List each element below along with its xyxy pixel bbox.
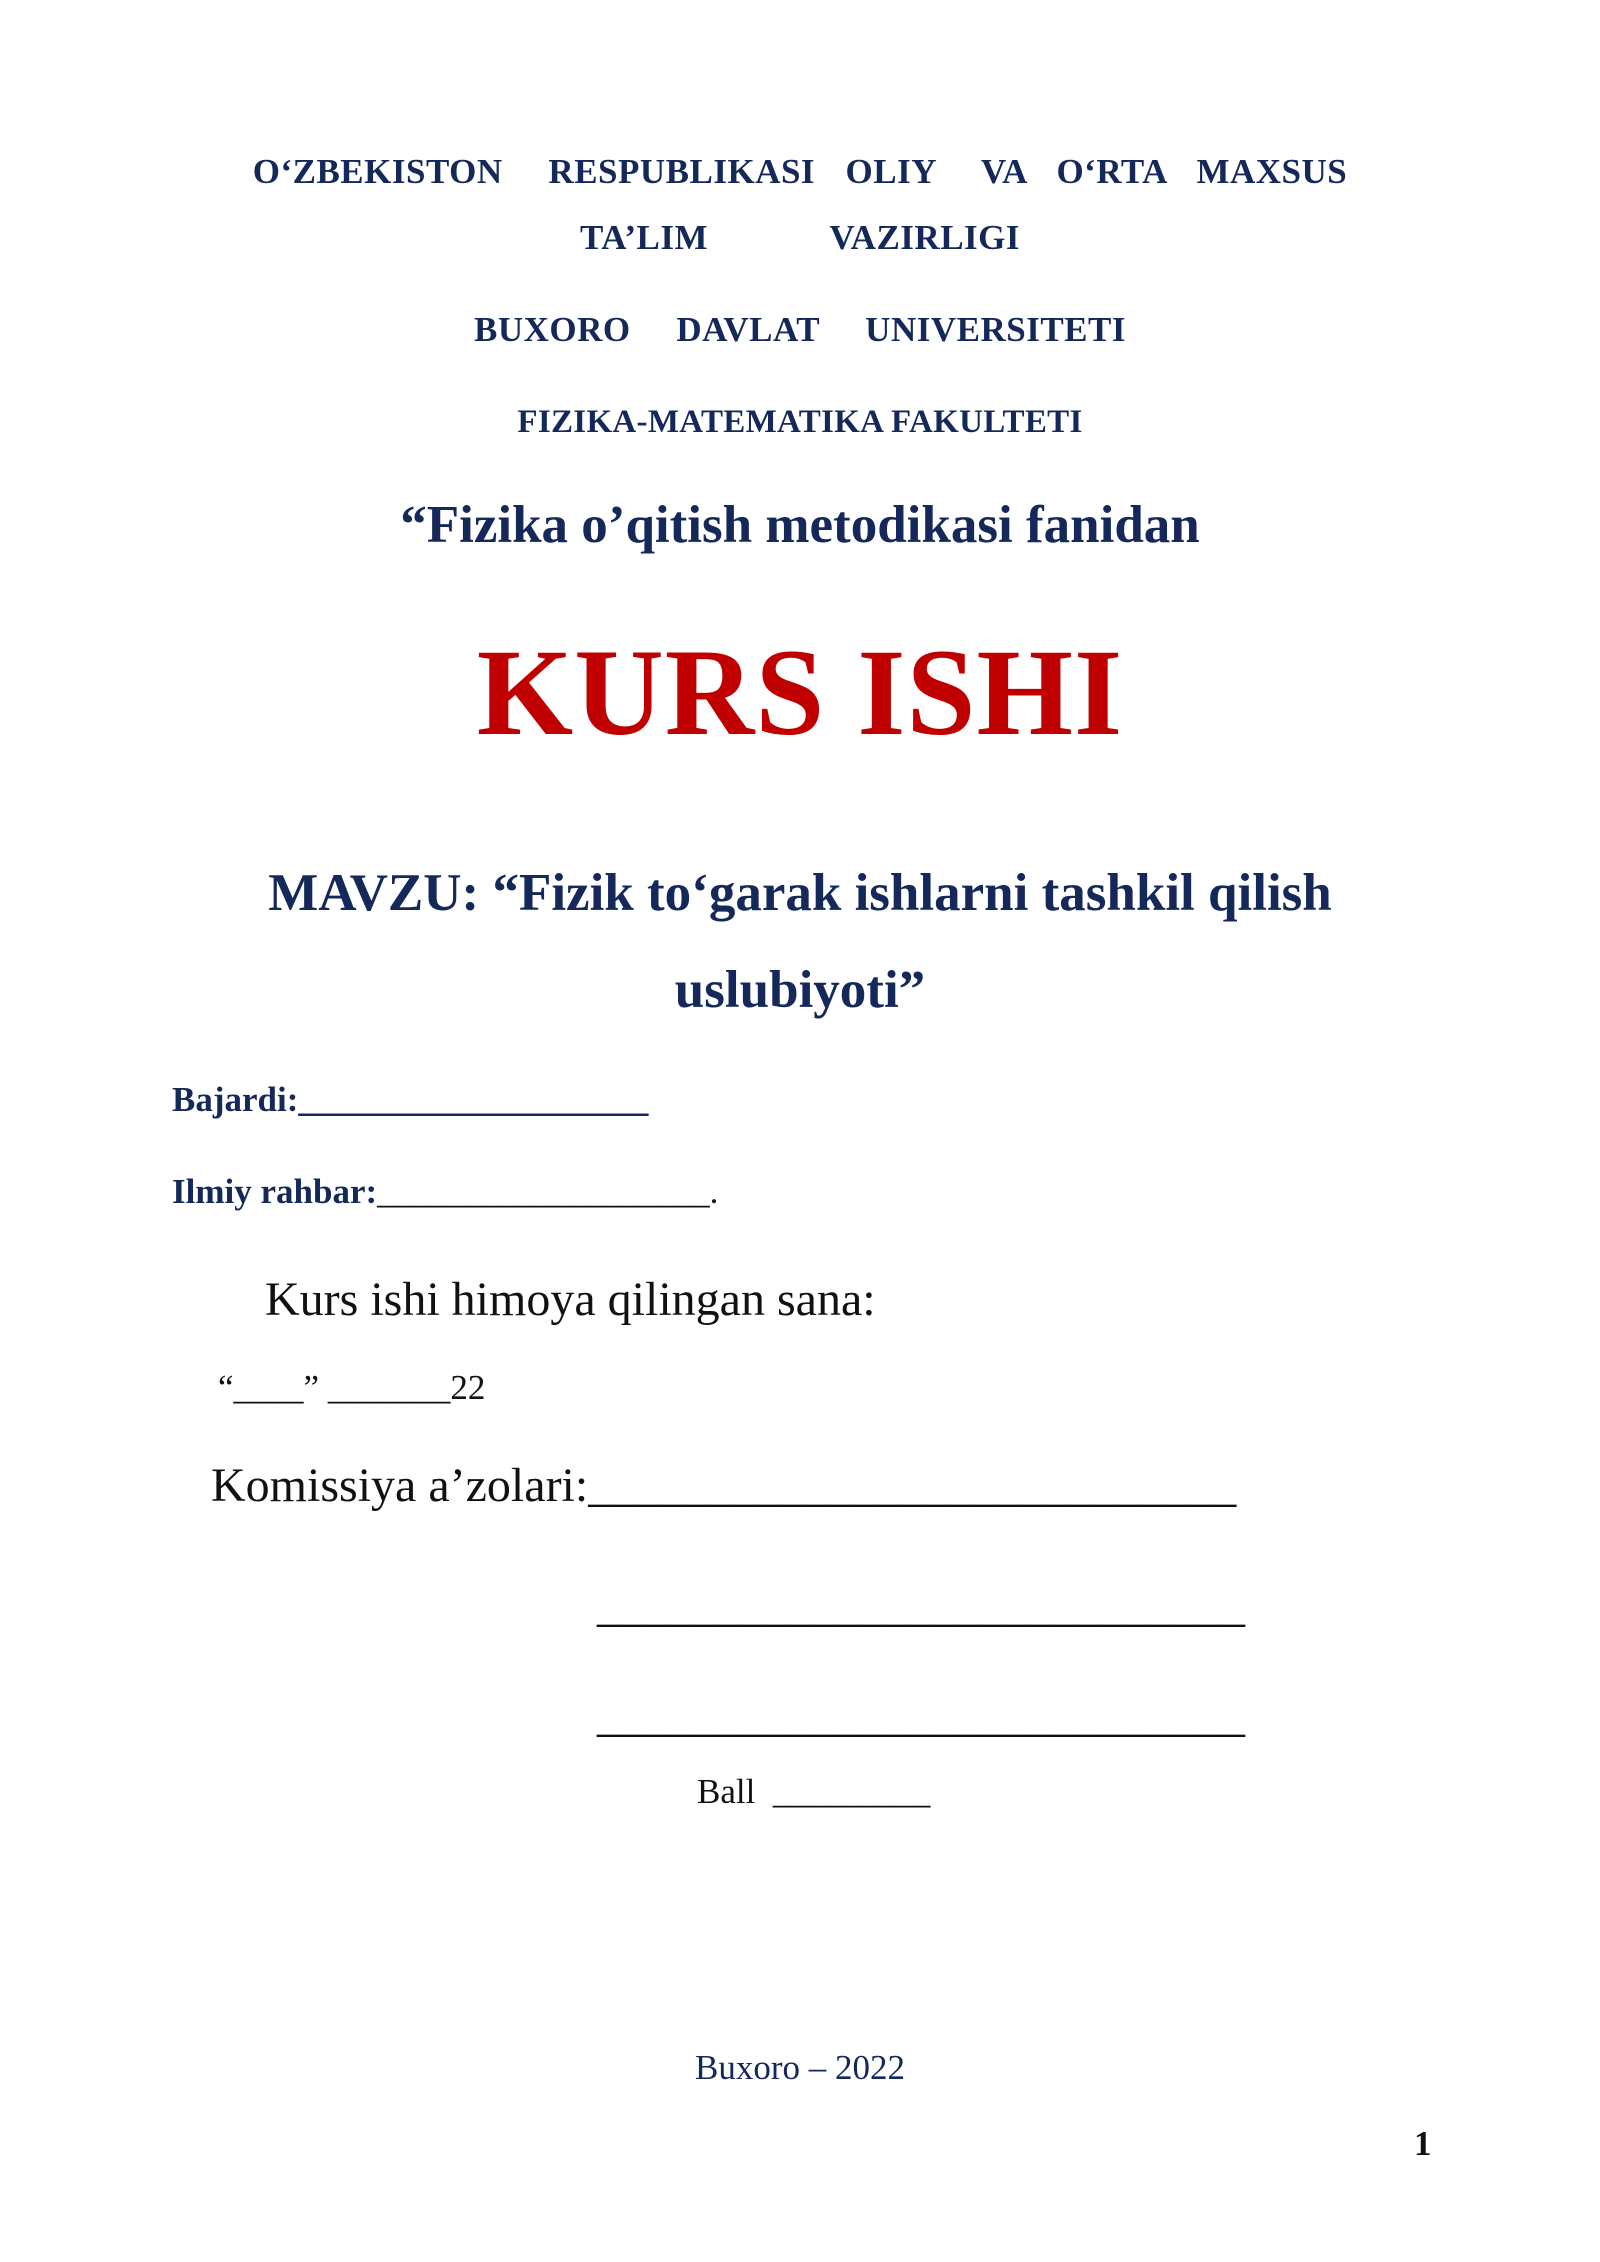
ilmiy-rahbar-label: Ilmiy rahbar: <box>172 1172 378 1211</box>
commission-line-2: ___________________________ <box>597 1579 1245 1632</box>
defense-date-blank: “____” _______22 <box>218 1368 486 1407</box>
university-name: BUXORO DAVLAT UNIVERSITETI <box>474 310 1126 349</box>
score-label: Ball <box>697 1772 756 1811</box>
bajardi-field: Bajardi:____________________ <box>172 1080 649 1119</box>
commission-line-3: ___________________________ <box>597 1689 1245 1742</box>
commission-label-text: Komissiya a’zolari: <box>211 1459 589 1512</box>
commission-label <box>211 1458 1236 1513</box>
ilmiy-rahbar-field <box>172 1172 718 1212</box>
topic-line1: MAVZU: “Fizik to‘garak ishlarni tashkil qilish <box>268 864 1332 922</box>
page-number: 1 <box>1414 2124 1432 2163</box>
score-blank: _________ <box>772 1772 931 1811</box>
faculty-name: FIZIKA-MATEMATIKA FAKULTETI <box>517 404 1083 440</box>
defense-date-label: Kurs ishi himoya qilingan sana: <box>265 1273 876 1326</box>
score-field <box>697 1772 930 1812</box>
document-type-title: KURS ISHI <box>476 624 1124 761</box>
subject-line: “Fizika o’qitish metodikasi fanidan <box>400 496 1200 554</box>
city-year: Buxoro – 2022 <box>695 2048 905 2087</box>
commission-line-1: ___________________________ <box>588 1459 1237 1512</box>
topic-line2: uslubiyoti” <box>674 961 926 1019</box>
ministry-title-line2: TA’LIM VAZIRLIGI <box>579 218 1021 257</box>
ministry-title-line1: O‘ZBEKISTON RESPUBLIKASI OLIY VA O‘RTA MAXSUS <box>252 152 1348 191</box>
ilmiy-rahbar-blank: ___________________. <box>377 1172 719 1211</box>
